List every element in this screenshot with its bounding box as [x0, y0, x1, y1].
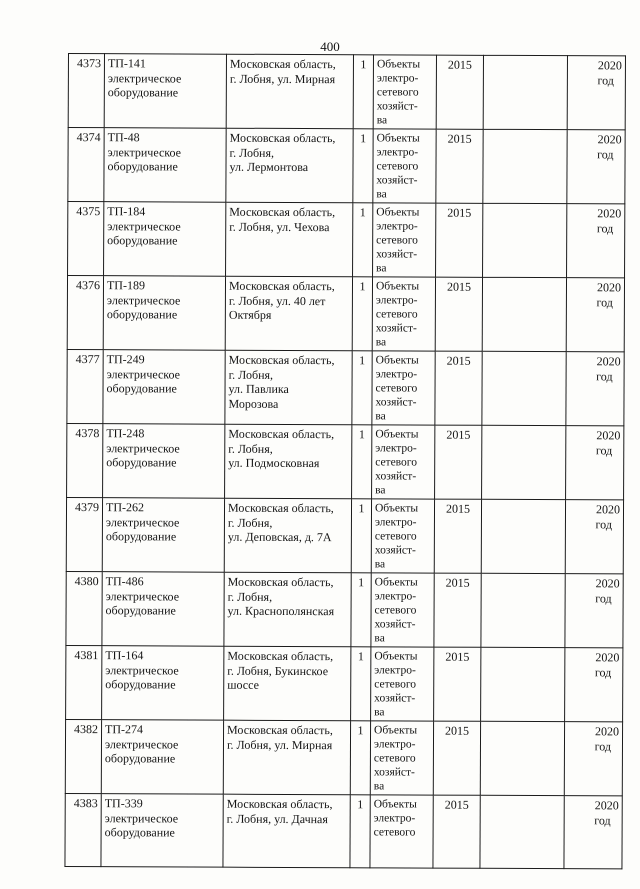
object-name-line: электрическое [107, 218, 181, 233]
object-name [104, 128, 226, 203]
object-category-line: Объекты [373, 798, 417, 811]
quantity: 1 [351, 573, 371, 647]
object-category-line: Объекты [376, 206, 420, 219]
object-name-line: оборудование [106, 381, 177, 396]
object-address [224, 572, 351, 647]
year-end-line: год [594, 738, 612, 753]
registry-table [64, 53, 626, 869]
object-address-line: г. Лобня, ул. Мирная [229, 71, 336, 86]
object-category-line: Объекты [374, 724, 418, 737]
object-address-line: г. Лобня, ул. Чехова [229, 219, 330, 234]
year-start: 2015 [434, 647, 481, 721]
year-end [565, 648, 623, 722]
object-category-line: электро- [374, 590, 417, 603]
table-row [66, 645, 623, 721]
object-name-line: оборудование [104, 751, 176, 766]
quantity: 1 [352, 351, 372, 425]
empty-cell [483, 55, 567, 129]
object-name-line: электрическое [107, 70, 182, 85]
empty-cell [483, 129, 567, 203]
year-end-line: 2020 [594, 798, 619, 813]
object-address-line: Московская область, [229, 56, 336, 72]
year-end-line: год [596, 220, 614, 235]
object-address-line: ул. Подмосковная [228, 455, 320, 471]
object-name-line: ТП-248 [106, 426, 145, 441]
object-address-line: Московская область, [227, 574, 334, 590]
year-end-line: год [595, 442, 613, 457]
object-address [223, 794, 350, 868]
table-row [67, 349, 624, 425]
table-row [68, 128, 625, 204]
table-row [68, 54, 625, 130]
object-category-line: хозяйст- [376, 174, 418, 187]
object-name-line: ТП-184 [107, 204, 146, 219]
object-category-line: сетевого [375, 456, 418, 469]
quantity: 1 [353, 55, 373, 129]
year-start: 2015 [435, 351, 482, 425]
object-category-line: сетевого [376, 234, 418, 247]
object-address-line: г. Лобня, ул. Мирная [226, 737, 333, 752]
object-name-line: ТП-274 [105, 722, 144, 737]
object-address-line: Московская область, [227, 500, 334, 516]
row-number: 4377 [67, 349, 103, 423]
object-address-line: Московская область, [228, 352, 335, 368]
object-name-line: электрическое [106, 292, 181, 307]
object-category [372, 351, 435, 425]
object-name [101, 720, 223, 795]
empty-cell [481, 499, 565, 573]
year-end [566, 278, 624, 352]
object-category-line: сетевого [375, 308, 418, 321]
object-address-line: г. Лобня, Букинское [227, 663, 329, 678]
object-category-line: хозяйст- [376, 100, 418, 113]
object-address [224, 646, 351, 721]
year-start: 2015 [433, 721, 480, 795]
object-name-line: электрическое [105, 588, 180, 603]
year-end [566, 426, 624, 500]
table-row [65, 719, 622, 795]
object-category-line: электро- [375, 442, 417, 455]
object-name [102, 646, 224, 721]
object-category-line: ва [376, 188, 387, 201]
object-address-line: Октября [228, 307, 272, 322]
empty-cell [481, 647, 565, 721]
year-end-line: 2020 [595, 502, 621, 517]
table-row [67, 276, 624, 352]
empty-cell [482, 351, 566, 425]
object-category [370, 795, 433, 868]
registry-rows [65, 54, 626, 869]
object-name-line: ТП-249 [106, 352, 145, 367]
object-category [371, 647, 434, 721]
object-category-line: электро- [376, 220, 418, 233]
year-start: 2015 [433, 795, 480, 868]
object-category-line: Объекты [375, 428, 419, 441]
object-address [225, 276, 352, 351]
year-end [566, 352, 624, 426]
object-name-line: ТП-141 [107, 56, 146, 71]
row-number: 4383 [65, 793, 101, 866]
object-address-line: ул. Павлика [228, 381, 289, 396]
year-end [564, 722, 622, 796]
object-name-line: оборудование [105, 529, 177, 544]
table-row [68, 202, 625, 278]
object-category-line: электро- [373, 738, 416, 751]
object-address [225, 424, 352, 499]
object-category [373, 129, 436, 203]
object-category [371, 573, 434, 647]
object-address [226, 54, 353, 129]
table-row [66, 497, 623, 573]
object-name [102, 498, 224, 573]
row-number: 4378 [67, 423, 103, 497]
object-category-line: электро- [375, 368, 418, 381]
year-end-line: год [595, 590, 612, 605]
object-category-line: Объекты [376, 58, 421, 71]
object-category-line: Объекты [374, 576, 418, 589]
object-category-line: электро- [374, 664, 416, 677]
row-number: 4381 [66, 645, 102, 719]
object-name-line: электрическое [104, 736, 179, 751]
quantity: 1 [352, 277, 372, 351]
object-name [103, 276, 225, 351]
object-address-line: Московская область, [228, 278, 335, 294]
year-end [565, 500, 623, 574]
year-start: 2015 [436, 55, 483, 129]
object-name-line: оборудование [105, 677, 176, 692]
object-category-line: сетевого [376, 160, 419, 173]
object-name-line: электрическое [106, 440, 180, 455]
year-end-line: год [597, 146, 614, 161]
object-category-line: хозяйст- [374, 692, 416, 705]
row-number: 4376 [67, 276, 103, 350]
quantity: 1 [351, 647, 371, 721]
object-address-line: Московская область, [229, 130, 336, 146]
object-name-line: ТП-164 [105, 648, 144, 663]
empty-cell [482, 277, 566, 351]
object-category-line: Объекты [376, 132, 420, 145]
object-category-line: сетевого [374, 604, 417, 617]
year-end-line: год [596, 368, 613, 383]
year-end-line: 2020 [596, 354, 621, 369]
object-category [373, 55, 436, 129]
object-category-line: хозяйст- [374, 544, 416, 557]
object-name-line: оборудование [105, 603, 176, 618]
object-name-line: ТП-189 [106, 278, 146, 293]
quantity: 1 [350, 721, 370, 795]
object-category-line: хозяйст- [375, 470, 417, 483]
object-address [224, 498, 351, 573]
object-category-line: ва [375, 336, 387, 349]
object-address [226, 128, 353, 203]
object-category-line: ва [374, 706, 385, 719]
object-category-line: ва [373, 780, 385, 793]
object-category-line: ва [376, 114, 388, 127]
year-end-line: 2020 [595, 576, 620, 591]
object-name-line: ТП-262 [105, 500, 145, 515]
table-row [66, 571, 623, 647]
empty-cell [480, 721, 564, 795]
object-category-line: электро- [374, 516, 417, 529]
year-start: 2015 [435, 425, 482, 499]
object-category-line: сетевого [374, 678, 417, 691]
object-address-line: г. Лобня, [228, 367, 274, 382]
object-address-line: ул. Лермонтова [229, 159, 309, 175]
object-address-line: Московская область, [227, 648, 334, 664]
row-number: 4382 [65, 719, 101, 793]
object-name [103, 350, 225, 425]
page-number: 400 [320, 39, 340, 54]
row-number: 4375 [68, 202, 104, 276]
object-address-line: г. Лобня, [228, 441, 273, 456]
object-name [104, 202, 226, 277]
object-category-line: электро- [376, 72, 419, 85]
year-end-line: год [597, 72, 614, 87]
object-category-line: сетевого [376, 86, 419, 99]
object-name [101, 794, 223, 868]
object-category-line: Объекты [375, 280, 420, 293]
object-address-line: Морозова [228, 396, 279, 411]
object-name-line: электрическое [106, 366, 181, 381]
object-name-line: электрическое [104, 810, 179, 825]
object-address-line: ул. Краснополянская [227, 603, 335, 619]
object-category [371, 499, 434, 573]
object-address [225, 350, 352, 425]
object-category-line: сетевого [373, 752, 416, 765]
quantity: 1 [351, 499, 371, 573]
object-address-line: ул. Деповская, д. 7А [227, 529, 332, 545]
object-name [104, 54, 226, 129]
empty-cell [481, 573, 565, 647]
object-category-line: хозяйст- [375, 322, 417, 335]
object-name [103, 424, 225, 499]
quantity: 1 [352, 425, 372, 499]
object-address-line: Московская область, [226, 796, 333, 812]
object-category-line: Объекты [374, 650, 418, 663]
object-category-line: ва [376, 262, 387, 275]
object-name-line: ТП-48 [107, 130, 140, 145]
quantity: 1 [353, 129, 373, 203]
object-category-line: ва [374, 558, 386, 571]
year-end-line: год [594, 664, 612, 679]
object-category-line: ва [374, 632, 385, 645]
row-number: 4380 [66, 571, 102, 645]
object-name-line: электрическое [107, 144, 182, 159]
object-category-line: хозяйст- [375, 396, 417, 409]
object-address-line: г. Лобня, ул. Дачная [226, 811, 328, 826]
object-category-line: сетевого [374, 530, 417, 543]
object-name-line: оборудование [107, 85, 179, 100]
year-end [567, 130, 625, 204]
year-start: 2015 [436, 203, 483, 277]
year-end-line: 2020 [597, 58, 622, 73]
object-category-line: хозяйст- [374, 618, 416, 631]
row-number: 4374 [68, 128, 104, 202]
object-category-line: ва [375, 484, 386, 497]
object-address-line: г. Лобня, [229, 145, 275, 160]
object-name-line: ТП-339 [104, 796, 143, 811]
row-number: 4373 [68, 54, 104, 128]
quantity: 1 [350, 795, 370, 868]
year-end-line: 2020 [595, 724, 620, 739]
object-category-line: электро- [375, 294, 418, 307]
object-address-line: г. Лобня, [227, 589, 273, 604]
object-address-line: г. Лобня, ул. 40 лет [228, 293, 326, 308]
object-category-line: сетевого [375, 382, 418, 395]
empty-cell [482, 425, 566, 499]
year-end [565, 574, 623, 648]
object-name-line: оборудование [104, 825, 175, 840]
table-row [65, 793, 622, 868]
object-address-line: г. Лобня, [227, 515, 273, 530]
object-name-line: оборудование [107, 233, 178, 248]
object-address-line: шоссе [227, 677, 259, 692]
object-address [226, 202, 353, 277]
object-category-line: сетевого [373, 826, 416, 839]
object-address [223, 720, 350, 795]
empty-cell [480, 795, 564, 868]
year-end-line: 2020 [595, 650, 620, 665]
object-category-line: электро- [373, 812, 416, 825]
object-name-line: ТП-486 [105, 574, 144, 589]
year-start: 2015 [434, 499, 481, 573]
object-name-line: оборудование [106, 455, 177, 470]
row-number: 4379 [66, 497, 102, 571]
object-address-line: Московская область, [227, 722, 333, 738]
object-category-line: Объекты [374, 502, 419, 515]
empty-cell [483, 203, 567, 277]
year-end-line: год [594, 812, 611, 827]
year-start: 2015 [435, 277, 482, 351]
year-end-line: год [596, 294, 613, 309]
table-row [67, 423, 624, 499]
object-category [370, 721, 433, 795]
year-start: 2015 [434, 573, 481, 647]
object-category [372, 425, 435, 499]
object-address-line: Московская область, [228, 426, 335, 442]
object-name-line: электрическое [105, 662, 179, 677]
object-category [372, 277, 435, 351]
object-category [373, 203, 436, 277]
year-end-line: 2020 [597, 206, 622, 221]
object-address-line: Московская область, [229, 204, 336, 220]
year-end [567, 204, 625, 278]
object-category-line: хозяйст- [376, 248, 418, 261]
year-end-line: 2020 [596, 280, 622, 295]
year-end-line: 2020 [596, 428, 621, 443]
object-name-line: электрическое [105, 514, 180, 529]
year-end [567, 56, 625, 130]
year-start: 2015 [436, 129, 483, 203]
object-name-line: оборудование [106, 307, 178, 322]
object-category-line: ва [375, 410, 386, 423]
year-end-line: 2020 [597, 132, 622, 147]
object-category-line: электро- [376, 146, 419, 159]
year-end-line: год [595, 516, 612, 531]
quantity: 1 [353, 203, 373, 277]
year-end [564, 796, 622, 869]
object-name [102, 572, 224, 647]
object-category-line: Объекты [375, 354, 419, 367]
object-category-line: хозяйст- [373, 766, 415, 779]
object-name-line: оборудование [107, 159, 178, 174]
